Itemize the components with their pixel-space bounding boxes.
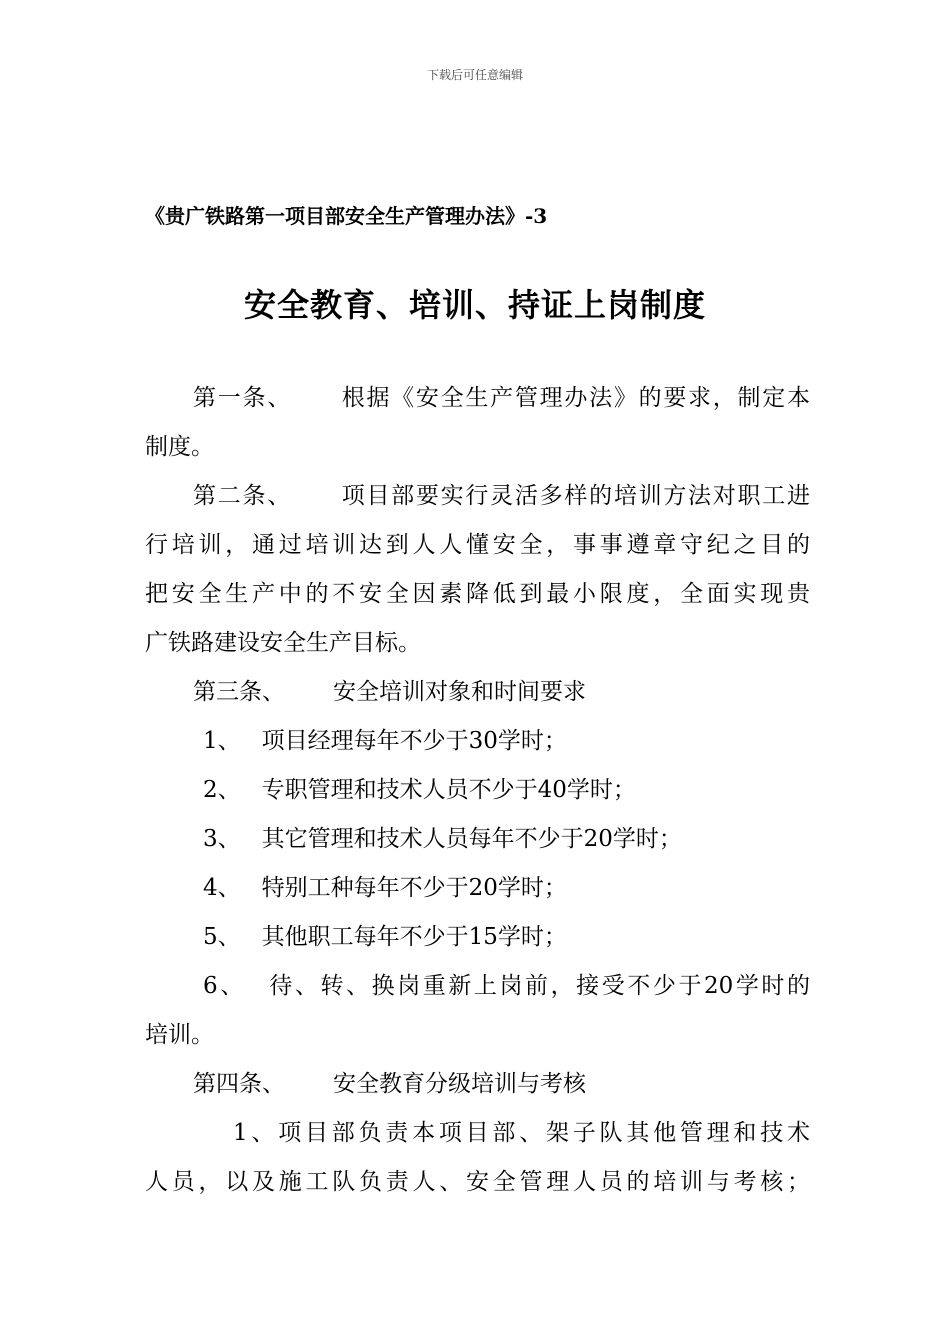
article-1-text: 根据《安全生产管理办法》的要求，制定本 (339, 385, 811, 411)
list-item (145, 913, 810, 962)
list-item-text: 特别工种每年不少于20学时； (261, 875, 567, 901)
article-3-label: 第三条、 (193, 679, 285, 705)
article-2-line-4: 广铁路建设安全生产目标。 (145, 630, 421, 656)
article-1-line-1 (145, 374, 810, 423)
article-3-text: 安全培训对象和时间要求 (333, 679, 586, 705)
list-item-number: 5、 (203, 924, 241, 950)
list-item-number: 4、 (203, 875, 241, 901)
list-item (145, 864, 810, 913)
list-item-continuation: 培训。 (145, 1022, 214, 1048)
header-note: 下载后可任意编辑 (426, 68, 523, 82)
article-2-label: 第二条、 (193, 483, 292, 509)
list-item-text: 项目经理每年不少于30学时； (261, 728, 567, 754)
list-item (145, 962, 810, 1011)
article-3-line-1 (145, 668, 810, 717)
list-item (145, 717, 810, 766)
list-item-text: 其它管理和技术人员每年不少于20学时； (261, 826, 682, 852)
list-item-text: 待、转、换岗重新上岗前，接受不少于20学时的 (266, 973, 810, 999)
list-item-text: 其他职工每年不少于15学时； (261, 924, 567, 950)
list-item-number: 1、 (203, 728, 241, 754)
page-title: 安全教育、培训、持证上岗制度 (243, 286, 706, 324)
list-item (145, 815, 810, 864)
list-item-number: 2、 (203, 777, 241, 803)
article-2-line-1 (145, 472, 810, 521)
article-2-line-3: 把安全生产中的不安全因素降低到最小限度，全面实现贵 (145, 581, 810, 607)
list-item (145, 766, 810, 815)
article-4-text: 安全教育分级培训与考核 (333, 1071, 586, 1097)
article-4-sub-1-line-2: 人员，以及施工队负责人、安全管理人员的培训与考核； (145, 1169, 810, 1195)
list-item-number: 3、 (203, 826, 241, 852)
article-1-line-2: 制度。 (145, 434, 214, 460)
list-item-number: 6、 (203, 973, 246, 999)
article-4-line-1 (145, 1060, 810, 1109)
document-reference: 《贵广铁路第一项目部安全生产管理办法》-3 (145, 204, 548, 228)
list-item-text: 专职管理和技术人员不少于40学时； (261, 777, 636, 803)
article-4-label: 第四条、 (193, 1071, 285, 1097)
article-2-line-2: 行培训，通过培训达到人人懂安全，事事遵章守纪之目的 (145, 532, 810, 558)
article-2-text: 项目部要实行灵活多样的培训方法对职工进 (339, 483, 811, 509)
article-4-sub-1-line-1: 1、项目部负责本项目部、架子队其他管理和技术 (233, 1120, 810, 1146)
document-body (145, 374, 810, 1207)
article-1-label: 第一条、 (193, 385, 292, 411)
